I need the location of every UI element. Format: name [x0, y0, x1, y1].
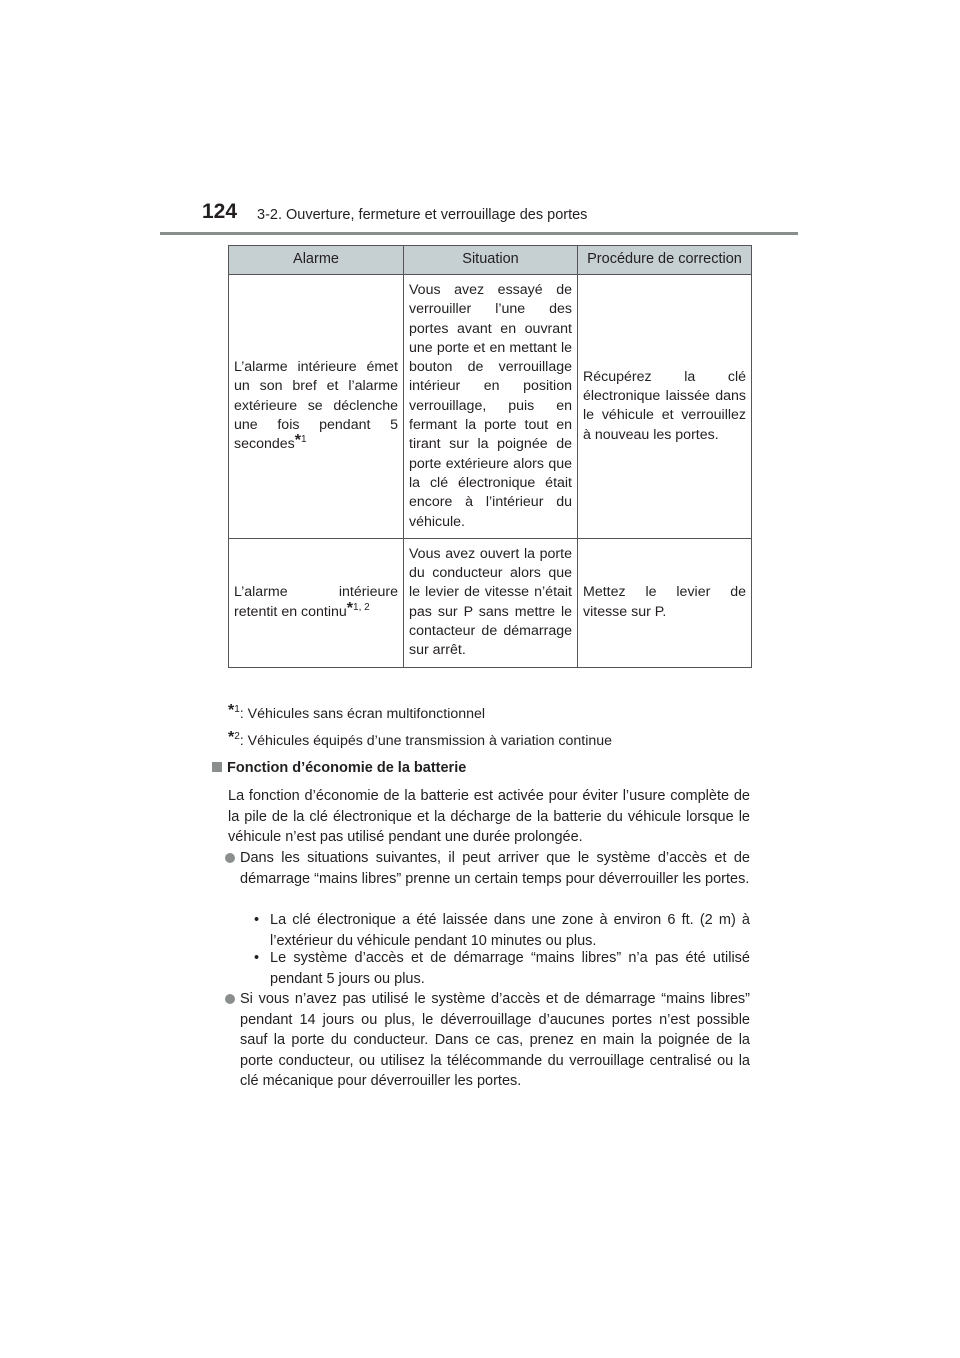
sub-bullet-marker: •	[254, 912, 260, 928]
table-header-row	[229, 246, 752, 275]
footnote-2	[228, 729, 613, 749]
battery-heading-text: Fonction d’économie de la batterie	[227, 760, 467, 776]
battery-heading	[212, 760, 466, 776]
sub-list-item-text: Le système d’accès et de démarrage “mains libres” n’a pas été utilisé pendant 5 jours ou plus.	[270, 950, 750, 987]
footnote-star: *	[228, 702, 235, 719]
alarm-cell	[229, 275, 404, 539]
list-item-text: Dans les situations suivantes, il peut arriver que le système d’accès et de démarrage “mains libres” prenne un certain temps pour déverrouiller les portes.	[240, 850, 750, 887]
column-header-procedure: Procédure de correction	[578, 246, 752, 275]
alarm-text: L’alarme intérieure retentit en continu	[234, 584, 398, 620]
sub-list-item	[254, 910, 750, 951]
page-number: 124	[202, 200, 238, 223]
table-row	[229, 275, 752, 539]
footnote-ref: 1	[300, 434, 307, 446]
sub-list-item-text: La clé électronique a été laissée dans une zone à environ 6 ft. (2 m) à l’extérieur du véhicule pendant 10 minutes ou plus.	[270, 912, 750, 949]
procedure-cell: Mettez le levier de vitesse sur P.	[578, 538, 752, 667]
sub-bullet-marker: •	[254, 950, 260, 966]
square-bullet-icon	[212, 762, 222, 772]
procedure-cell: Récupérez la clé électronique laissée dans le véhicule et verrouillez à nouveau les portes.	[578, 275, 752, 539]
footnote-ref: 1, 2	[353, 601, 370, 613]
footnote-text: : Véhicules sans écran multifonctionnel	[239, 706, 486, 722]
footnote-1	[228, 702, 486, 722]
footnote-star: *	[294, 432, 301, 450]
battery-intro: La fonction d’économie de la batterie est activée pour éviter l’usure complète de la pile de la clé électronique et la décharge de la batterie du véhicule lorsque le véhicule n’est pas utilisé pendant une durée prolongée.	[228, 788, 750, 846]
list-item	[240, 989, 750, 1092]
column-header-alarm: Alarme	[229, 246, 404, 275]
header-rule	[160, 232, 798, 235]
circle-bullet-icon	[225, 853, 235, 863]
footnote-text: : Véhicules équipés d’une transmission à variation continue	[239, 733, 613, 749]
circle-bullet-icon	[225, 994, 235, 1004]
table-row	[229, 538, 752, 667]
alarm-text: L’alarme intérieure émet un son bref et l’alarme extérieure se déclenche une fois pendant 5 secondes	[234, 359, 398, 453]
footnote-star: *	[346, 599, 354, 617]
list-item	[240, 848, 750, 889]
column-header-situation: Situation	[404, 246, 578, 275]
footnote-mark: 2	[234, 731, 240, 742]
footnote-mark: 1	[234, 704, 240, 715]
alarm-table	[228, 245, 752, 668]
list-item-text: Si vous n’avez pas utilisé le système d’accès et de démarrage “mains libres” pendant 14 jours ou plus, le déverrouillage d’aucunes portes n’est possible sauf la porte du conducteur. Dans ce cas, prenez en main la poignée de la porte conducteur, ou utilisez la télécommande du verrouillage centralisé ou la clé mécanique pour déverrouiller les portes.	[240, 991, 750, 1090]
footnote-star: *	[228, 729, 235, 746]
sub-list-item	[254, 948, 750, 989]
situation-cell: Vous avez essayé de verrouiller l’une des portes avant en ouvrant une porte et en mettant le bouton de verrouillage intérieur en position verrouillage, puis en fermant la porte tout en tirant sur la poignée de porte extérieure alors que la clé électronique était encore à l’intérieur du véhicule.	[404, 275, 578, 539]
section-title: 3-2. Ouverture, fermeture et verrouillage des portes	[257, 207, 588, 223]
alarm-cell	[229, 538, 404, 667]
situation-cell: Vous avez ouvert la porte du conducteur alors que le levier de vitesse n’était pas sur P sans mettre le contacteur de démarrage sur arrêt.	[404, 538, 578, 667]
